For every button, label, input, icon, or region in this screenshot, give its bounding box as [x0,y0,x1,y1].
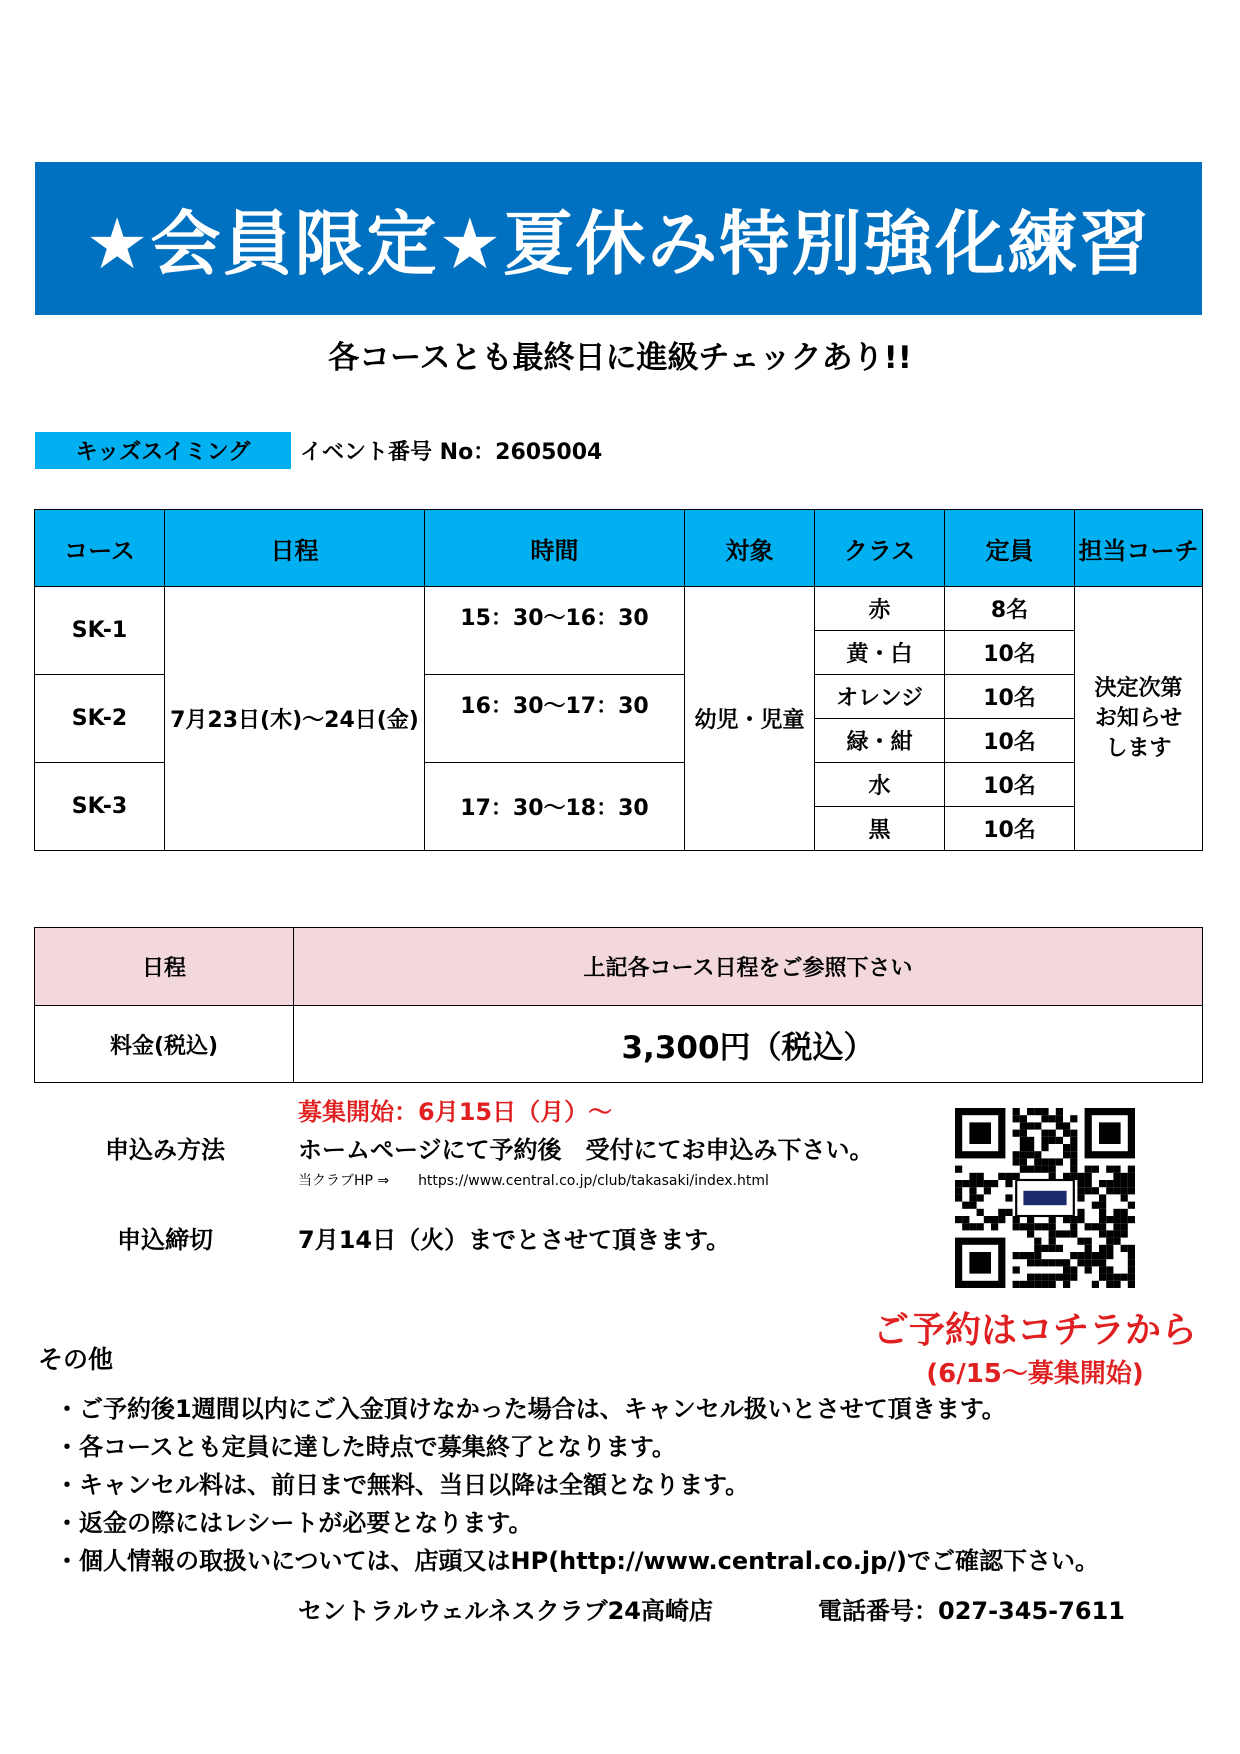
qr-subcaption: (6/15～募集開始) [926,1359,1144,1389]
method-label: 申込み方法 [105,1136,225,1164]
table-row [35,1006,1203,1083]
coach-cell [1075,587,1203,851]
class-cell: オレンジ [815,675,945,719]
capacity-cell: 10名 [945,807,1075,851]
schedule-cell: 7月23日(木)～24日(金) [165,587,425,851]
deadline-text: 7月14日（火）までとさせて頂きます。 [298,1226,731,1254]
header-coach: 担当コーチ [1075,510,1203,587]
header-time: 時間 [425,510,685,587]
capacity-cell: 10名 [945,631,1075,675]
class-cell: 黄・白 [815,631,945,675]
capacity-cell: 10名 [945,763,1075,807]
table-header-row [35,510,1203,587]
hp-label: 当クラブHP ⇒ [298,1173,390,1189]
course-cell: SK-3 [35,763,165,851]
time-cell: 17：30～18：30 [425,763,685,851]
method-text: ホームページにて予約後 受付にてお申込み下さい。 [298,1136,874,1164]
capacity-cell: 8名 [945,587,1075,631]
list-item: ・各コースとも定員に達した時点で募集終了となります。 [55,1433,676,1461]
qr-code[interactable] [955,1108,1135,1288]
list-item: ・返金の際にはレシートが必要となります。 [55,1509,533,1537]
course-cell: SK-2 [35,675,165,763]
coach-text: 決定次第お知らせします [1094,675,1183,761]
header-schedule: 日程 [165,510,425,587]
capacity-cell: 10名 [945,675,1075,719]
table-row [35,587,1203,631]
class-cell: 赤 [815,587,945,631]
deadline-label: 申込締切 [117,1226,213,1254]
header-target: 対象 [685,510,815,587]
hp-link[interactable]: https://www.central.co.jp/club/takasaki/index.html [418,1173,769,1189]
event-number: イベント番号 No：2605004 [300,440,603,465]
qr-caption: ご予約はコチラから [872,1310,1197,1351]
others-heading: その他 [38,1345,114,1374]
page-title: ★会員限定★夏休み特別強化練習 [35,162,1202,315]
page-subtitle: 各コースとも最終日に進級チェックあり!! [328,340,912,376]
course-cell: SK-1 [35,587,165,675]
header-capacity: 定員 [945,510,1075,587]
time-cell: 15：30～16：30 [425,587,685,675]
time-cell: 16：30～17：30 [425,675,685,763]
target-cell: 幼児・児童 [685,587,815,851]
list-item: ・ご予約後1週間以内にご入金頂けなかった場合は、キャンセル扱いとさせて頂きます。 [55,1395,1006,1423]
notes-list [55,1390,1099,1580]
header-class: クラス [815,510,945,587]
capacity-cell: 10名 [945,719,1075,763]
fee-table [34,927,1203,1083]
fee-value: 3,300円（税込） [294,1006,1203,1083]
class-cell: 緑・紺 [815,719,945,763]
phone-number: 電話番号：027-345-7611 [818,1597,1125,1625]
list-item: ・キャンセル料は、前日まで無料、当日以降は全額となります。 [55,1471,750,1499]
class-cell: 水 [815,763,945,807]
hp-line [298,1170,769,1190]
list-item: ・個人情報の取扱いについては、店頭又はHP(http://www.central.co.jp/)でご確認下さい。 [55,1547,1100,1575]
category-badge: キッズスイミング [35,432,291,469]
header-course: コース [35,510,165,587]
recruit-start: 募集開始：6月15日（月）～ [298,1098,613,1126]
fee-label: 料金(税込) [35,1006,294,1083]
club-name: セントラルウェルネスクラブ24高崎店 [298,1597,713,1625]
schedule-value: 上記各コース日程をご参照下さい [294,928,1203,1006]
table-row [35,928,1203,1006]
schedule-label: 日程 [35,928,294,1006]
class-cell: 黒 [815,807,945,851]
course-table [34,509,1203,851]
